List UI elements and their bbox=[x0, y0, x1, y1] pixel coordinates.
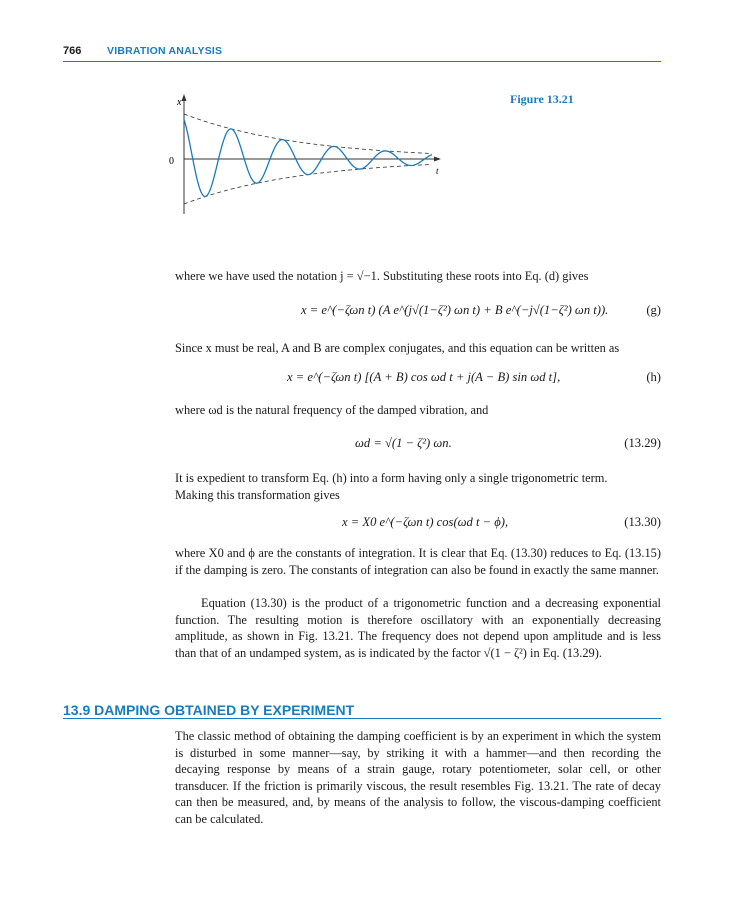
paragraph bbox=[175, 402, 661, 419]
paragraph-text: Equation (13.30) is the product of a trigonometric function and a decreasing exponential function. The resulting motion is therefore oscillatory with an exponentially decreasing amplitude, as shown in Fig. 13.21. The frequency does not depend upon amplitude and is less than that of an undamped system, as is indicated by the factor √(1 − ζ²) in Eq. (13.29). bbox=[175, 596, 661, 660]
paragraph bbox=[175, 470, 661, 503]
equation-body: ωd = √(1 − ζ²) ωn. bbox=[355, 436, 452, 450]
y-axis-label: x bbox=[177, 97, 182, 108]
damped-oscillation-curve bbox=[184, 120, 432, 197]
origin-label: 0 bbox=[169, 156, 174, 167]
equation-number: (13.29) bbox=[624, 436, 661, 450]
header-rule bbox=[63, 61, 661, 62]
equation-number: (h) bbox=[646, 370, 661, 384]
paragraph-text: It is expedient to transform Eq. (h) into a form having only a single trigonometric term. bbox=[175, 471, 608, 485]
paragraph bbox=[175, 728, 661, 827]
paragraph bbox=[175, 340, 661, 357]
paragraph-text: Making this transformation gives bbox=[175, 487, 340, 502]
paragraph-text: The classic method of obtaining the damping coefficient is by an experiment in which the system is disturbed in some manner—say, by striking it with a hammer—and then recording the decaying response by means of a strain gauge, rotary potentiometer, solar cell, or other transducer. If the friction is primarily viscous, the result resembles Fig. 13.21. The rate of decay can then be measured, and, by means of the analysis to follow, the viscous-damping coefficient can be calculated. bbox=[175, 729, 661, 826]
lower-envelope bbox=[184, 164, 432, 204]
x-axis-label: t bbox=[436, 166, 439, 176]
equation-body: x = e^(−ζωn t) (A e^(j√(1−ζ²) ωn t) + B e^(−j√(1−ζ²) ωn t)). bbox=[301, 303, 609, 317]
paragraph-text: Since x must be real, A and B are complex conjugates, and this equation can be written as bbox=[175, 341, 620, 355]
damped-vibration-figure bbox=[170, 92, 460, 217]
paragraph-text: where we have used the notation j = √−1. Substituting these roots into Eq. (d) gives bbox=[175, 269, 589, 283]
paragraph bbox=[175, 595, 661, 661]
page-number: 766 bbox=[63, 45, 82, 57]
section-rule bbox=[63, 718, 661, 719]
equation-number: (13.30) bbox=[624, 515, 661, 529]
y-axis-arrow bbox=[182, 94, 187, 101]
running-title: VIBRATION ANALYSIS bbox=[107, 45, 223, 57]
x-axis-arrow bbox=[434, 157, 441, 162]
paragraph bbox=[175, 545, 661, 578]
equation-h bbox=[175, 370, 661, 390]
figure-label: Figure 13.21 bbox=[510, 92, 574, 106]
equation-number: (g) bbox=[646, 303, 661, 317]
equation-13-29 bbox=[175, 436, 661, 456]
section-heading: 13.9 DAMPING OBTAINED BY EXPERIMENT bbox=[63, 702, 355, 718]
equation-body: x = e^(−ζωn t) [(A + B) cos ωd t + j(A − B) sin ωd t], bbox=[287, 370, 561, 384]
equation-g bbox=[175, 303, 661, 323]
paragraph-text: where X0 and ϕ are the constants of integration. It is clear that Eq. (13.30) reduces to Eq. (13.15) if the damping is zero. The constants of integration can also be found in exactly the same manner. bbox=[175, 546, 661, 577]
paragraph bbox=[175, 268, 661, 285]
equation-13-30 bbox=[175, 515, 661, 535]
paragraph-text: where ωd is the natural frequency of the damped vibration, and bbox=[175, 403, 489, 417]
equation-body: x = X0 e^(−ζωn t) cos(ωd t − ϕ), bbox=[342, 515, 509, 529]
